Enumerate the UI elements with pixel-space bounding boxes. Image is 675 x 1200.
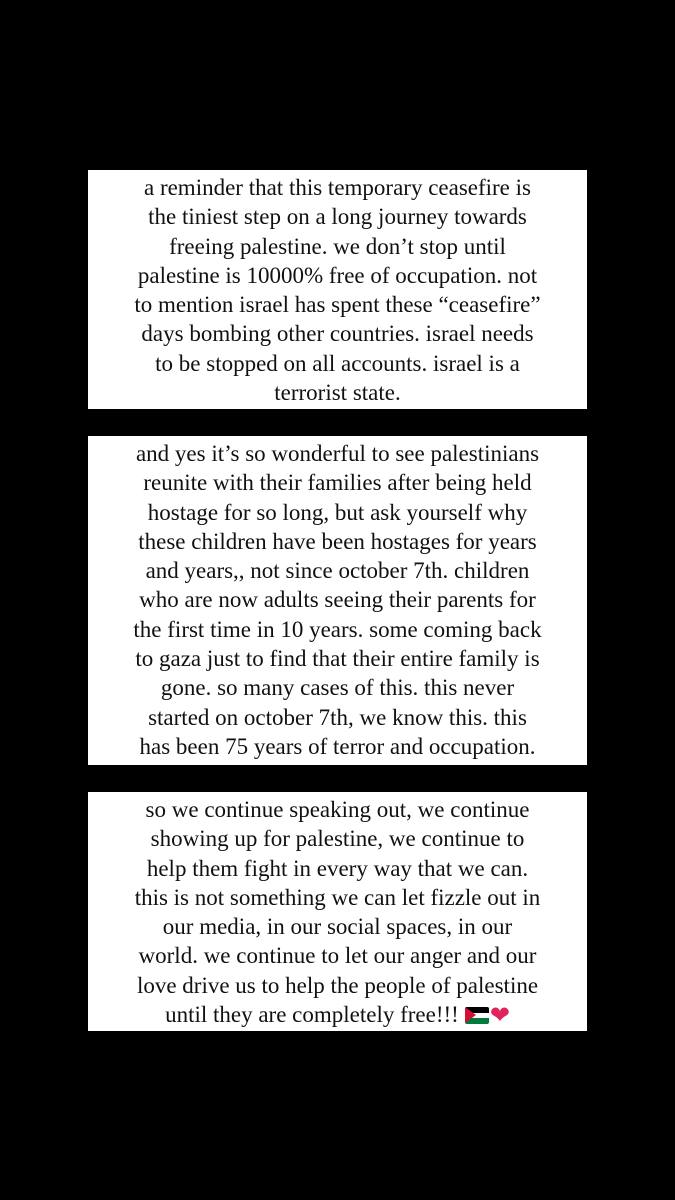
text-line: and yes it’s so wonderful to see palestinians [135, 441, 540, 466]
text-line: started on october 7th, we know this. this [148, 704, 527, 730]
story-text-block-1 [88, 170, 587, 409]
text-line: to be stopped on all accounts. israel is a [155, 350, 520, 376]
palestine-flag-icon [465, 1007, 489, 1024]
text-line: who are now adults seeing their parents for [139, 587, 536, 613]
text-line: reunite with their families after being held [143, 470, 532, 496]
text-line: this is not something we can let fizzle out in [134, 884, 541, 910]
text-line: to gaza just to find that their entire family is [135, 646, 540, 672]
text-line: so we continue speaking out, we continue [145, 797, 530, 822]
story-text-block-3 [88, 792, 587, 1031]
text-line [94, 1000, 581, 1030]
text-line: days bombing other countries. israel needs [141, 321, 534, 347]
text-line: world. we continue to let our anger and our [138, 943, 537, 969]
text-line: love drive us to help the people of palestine [136, 972, 539, 998]
text-line: and years,, not since october 7th. children [145, 558, 530, 584]
text-line: palestine is 10000% free of occupation. not [137, 262, 538, 288]
text-line: the first time in 10 years. some coming back [133, 616, 542, 642]
text-line: terrorist state. [274, 380, 401, 406]
text-line: these children have been hostages for years [138, 528, 537, 554]
text-line: gone. so many cases of this. this never [160, 675, 515, 701]
text-line: hostage for so long, but ask yourself why [147, 499, 528, 525]
text-line: freeing palestine. we don’t stop until [169, 233, 506, 259]
text-line-content: until they are completely free!!! [165, 1002, 459, 1028]
text-line: to mention israel has spent these “ceasefire” [134, 292, 541, 318]
red-heart-icon: ❤ [489, 1001, 510, 1030]
text-line: help them fight in every way that we can. [146, 855, 529, 881]
text-line: a reminder that this temporary ceasefire is [143, 175, 531, 200]
text-line: the tiniest step on a long journey towards [148, 204, 527, 230]
text-line: has been 75 years of terror and occupation. [139, 733, 536, 759]
text-line: our media, in our social spaces, in our [162, 914, 513, 940]
story-text-block-2 [88, 436, 587, 765]
text-line: showing up for palestine, we continue to [150, 826, 525, 852]
